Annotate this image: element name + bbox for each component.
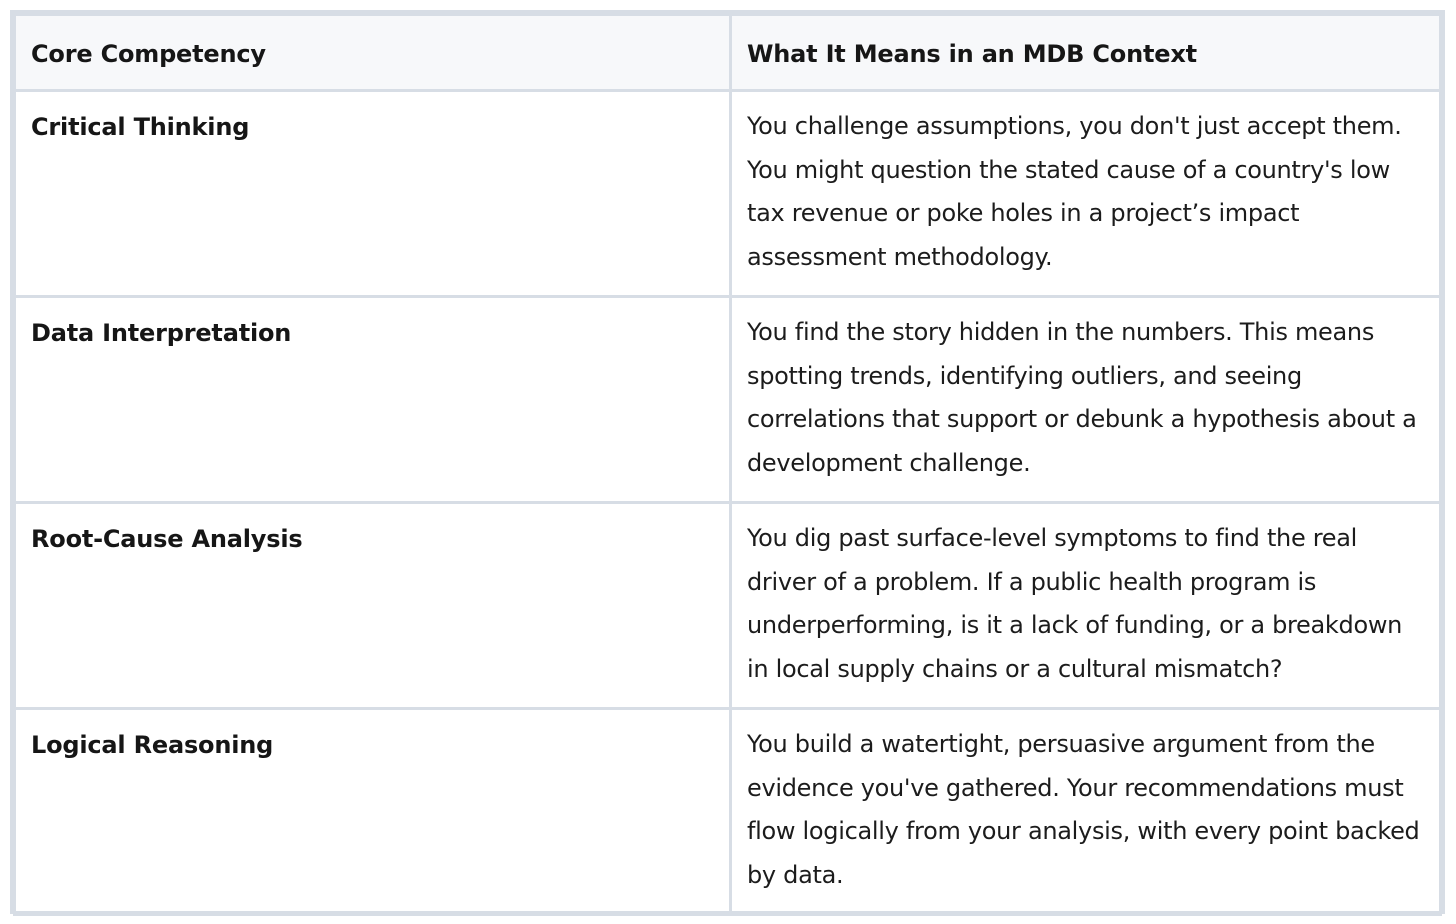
meaning-cell: You challenge assumptions, you don't just accept them. You might question the stated cause of a country's low tax revenue or poke holes in a project’s impact assessment methodology.	[731, 91, 1441, 297]
header-row	[15, 15, 1441, 91]
competency-cell: Root-Cause Analysis	[15, 503, 731, 709]
competency-table-grid	[13, 13, 1442, 916]
meaning-cell: You dig past surface-level symptoms to find the real driver of a problem. If a public health program is underperforming, is it a lack of funding, or a breakdown in local supply chains or a cultural mismatch?	[731, 503, 1441, 709]
table-row	[15, 91, 1441, 297]
competency-cell: Critical Thinking	[15, 91, 731, 297]
meaning-cell: You build a watertight, persuasive argument from the evidence you've gathered. Your recommendations must flow logically from your analysis, with every point backed by data.	[731, 709, 1441, 915]
competency-table	[10, 10, 1445, 914]
table-body	[15, 91, 1441, 915]
competency-cell: Logical Reasoning	[15, 709, 731, 915]
table-row	[15, 503, 1441, 709]
table-row	[15, 709, 1441, 915]
meaning-cell: You find the story hidden in the numbers. This means spotting trends, identifying outliers, and seeing correlations that support or debunk a hypothesis about a development challenge.	[731, 297, 1441, 503]
table-row	[15, 297, 1441, 503]
header-core-competency: Core Competency	[15, 15, 731, 91]
table-header	[15, 15, 1441, 91]
competency-cell: Data Interpretation	[15, 297, 731, 503]
header-mdb-context-meaning: What It Means in an MDB Context	[731, 15, 1441, 91]
